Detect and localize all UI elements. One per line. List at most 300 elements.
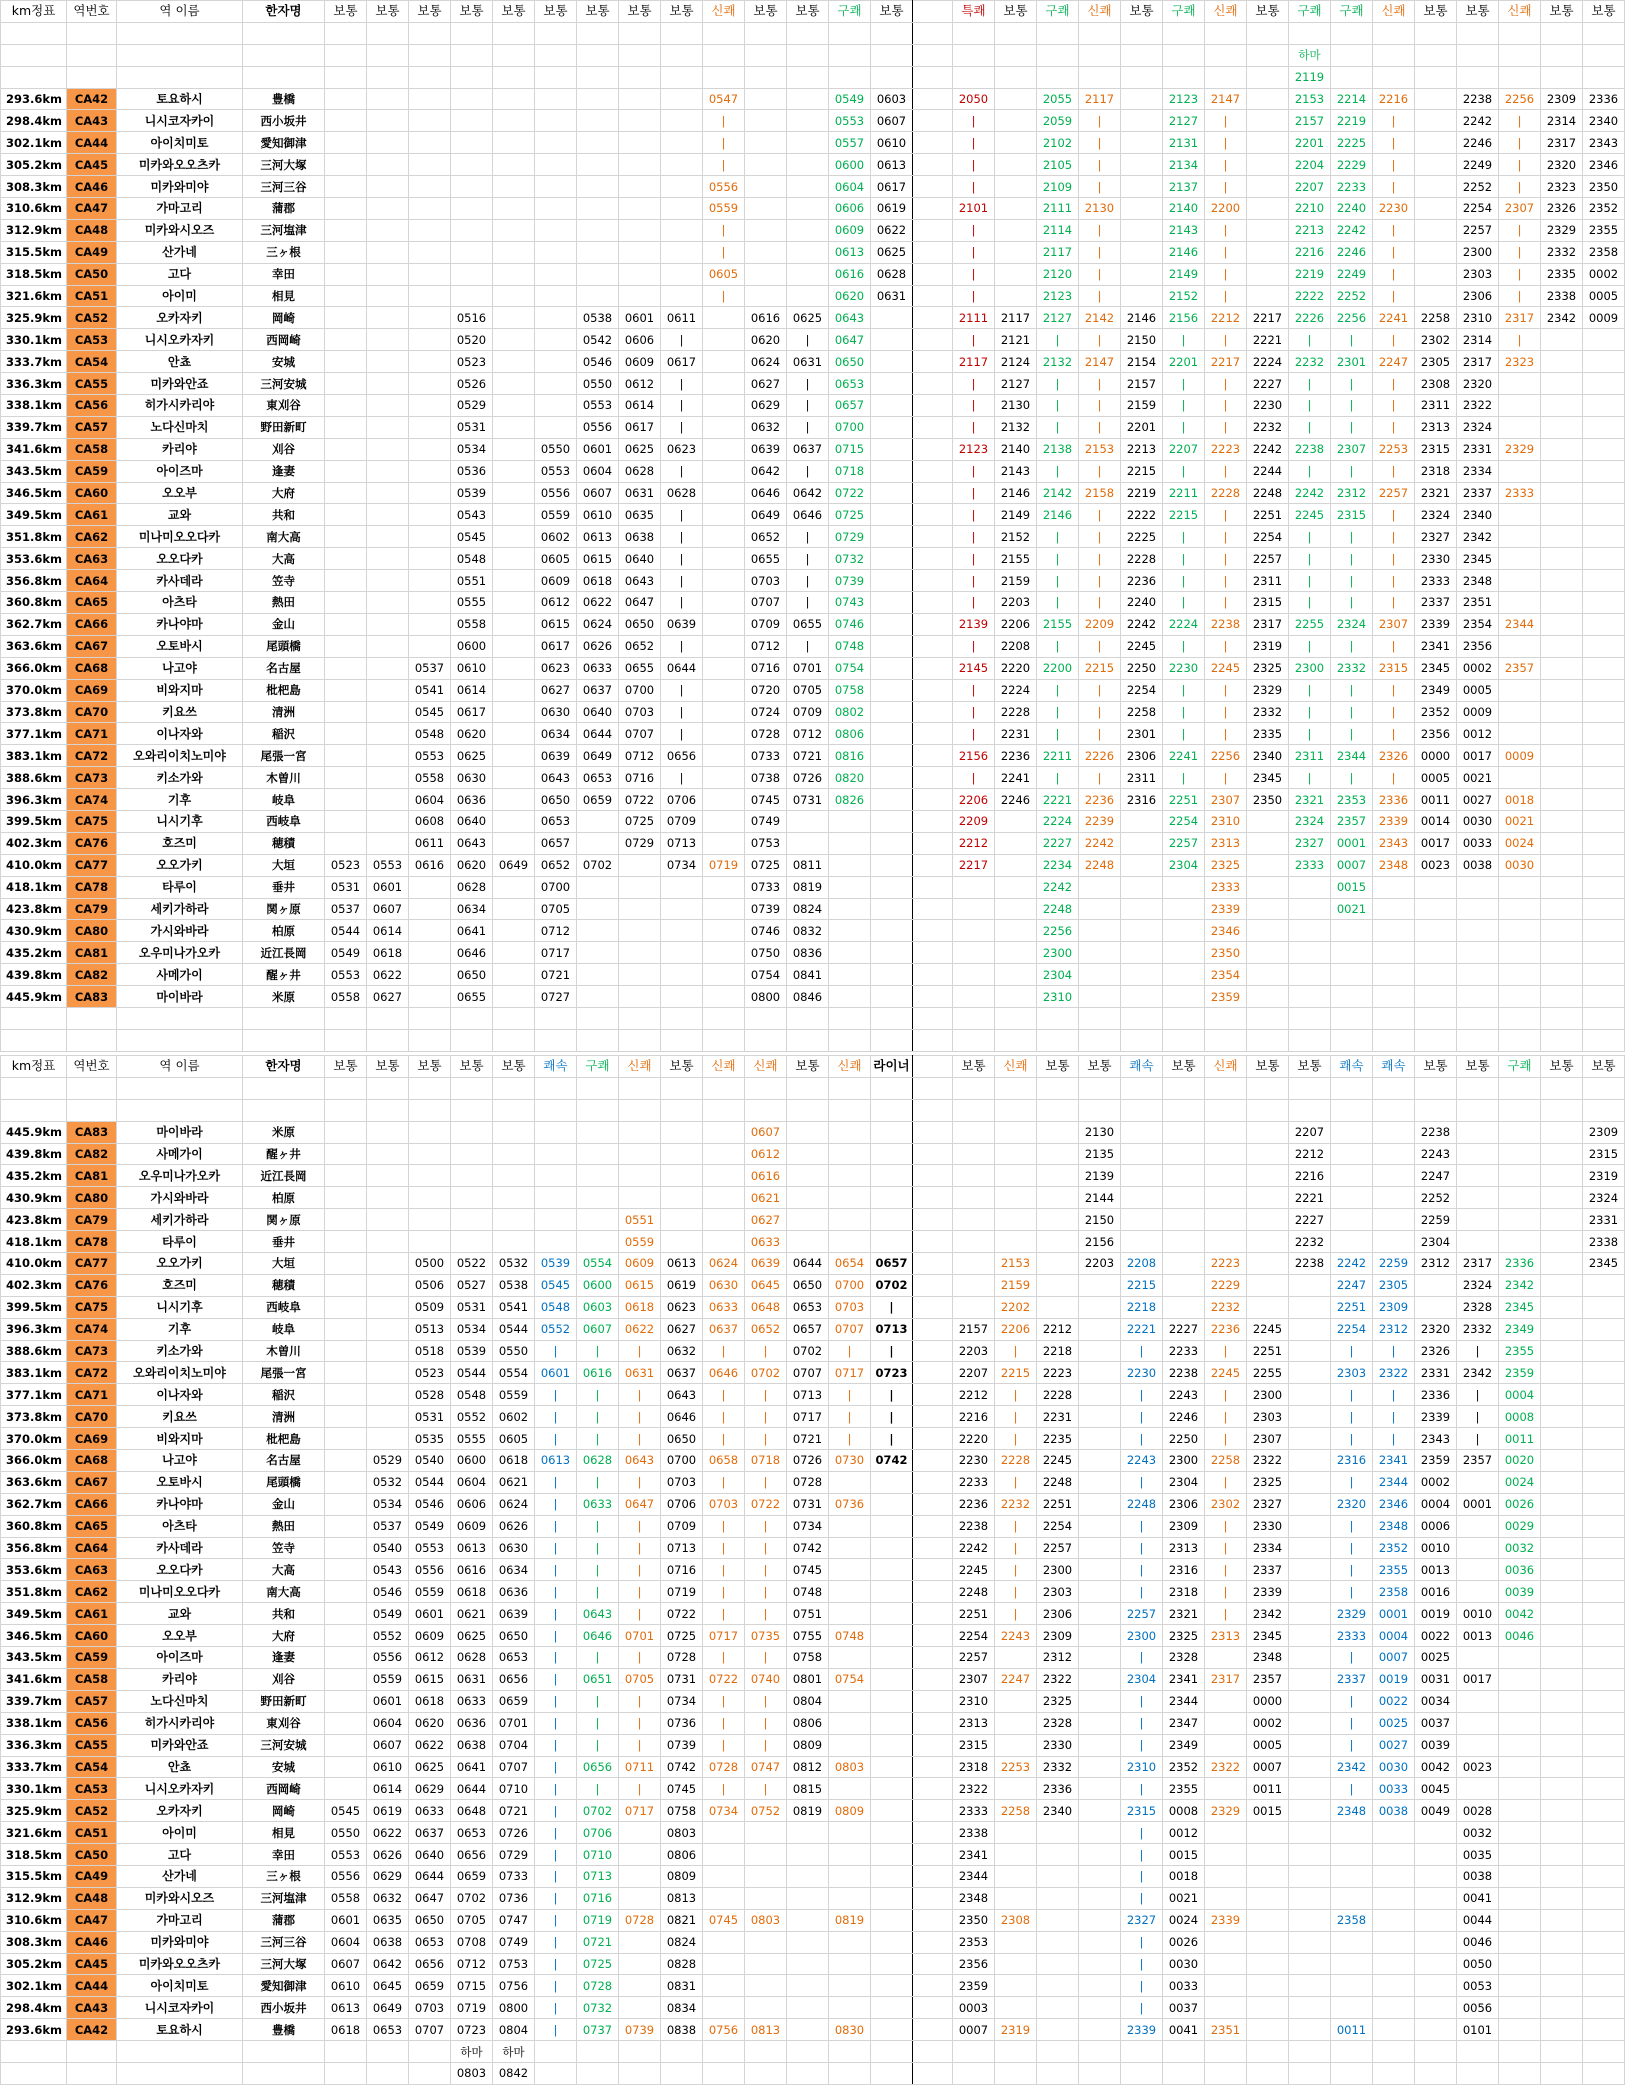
departure-time: | (953, 767, 995, 789)
pre-row-time (493, 44, 535, 66)
train-type-header: 보통 (1457, 1, 1499, 23)
departure-time: 0033 (1373, 1778, 1415, 1800)
station-number: CA76 (67, 832, 117, 854)
departure-time: | (1457, 1340, 1499, 1362)
departure-time: 0652 (535, 854, 577, 876)
departure-time (787, 88, 829, 110)
departure-time: 2153 (995, 1253, 1037, 1275)
departure-time (745, 263, 787, 285)
column-gap (913, 2062, 953, 2084)
departure-time (1415, 1844, 1457, 1866)
post-row-time (1583, 2062, 1625, 2084)
departure-time (871, 1647, 913, 1669)
departure-time: 0548 (535, 1296, 577, 1318)
departure-time (1541, 1822, 1583, 1844)
departure-time: | (661, 592, 703, 614)
departure-time: 2312 (1037, 1647, 1079, 1669)
departure-time: 0642 (745, 460, 787, 482)
station-row (1, 395, 1625, 417)
departure-time: 2140 (1163, 198, 1205, 220)
departure-time: | (1205, 263, 1247, 285)
station-name: 히가시카리야 (117, 1712, 243, 1734)
post-row-time (1079, 2062, 1121, 2084)
departure-time: 0552 (451, 1406, 493, 1428)
station-name: 호즈미 (117, 832, 243, 854)
departure-time: 0534 (451, 1318, 493, 1340)
departure-time: 0709 (745, 613, 787, 635)
departure-time: 0656 (451, 1844, 493, 1866)
departure-time (1247, 1931, 1289, 1953)
departure-time (703, 460, 745, 482)
departure-time: | (1373, 132, 1415, 154)
departure-time: 0658 (703, 1450, 745, 1472)
km-marker: 305.2km (1, 154, 67, 176)
pre-row-time (953, 22, 995, 44)
km-marker: 312.9km (1, 219, 67, 241)
departure-time: | (1289, 592, 1331, 614)
departure-time: 0631 (619, 482, 661, 504)
departure-time (325, 132, 367, 154)
departure-time (703, 1187, 745, 1209)
pre-row-time (1205, 66, 1247, 88)
departure-time: 0616 (745, 307, 787, 329)
departure-time (871, 460, 913, 482)
departure-time: 0603 (871, 88, 913, 110)
departure-time (871, 1231, 913, 1253)
pre-row-time (1331, 1077, 1373, 1099)
pre-row-time (1457, 66, 1499, 88)
departure-time: 0035 (1457, 1844, 1499, 1866)
departure-time (1289, 1471, 1331, 1493)
departure-time: 2256 (1205, 745, 1247, 767)
departure-time: | (1205, 1559, 1247, 1581)
departure-time (577, 263, 619, 285)
departure-time (325, 482, 367, 504)
departure-time (1037, 1274, 1079, 1296)
departure-time (577, 1209, 619, 1231)
departure-time (1499, 1909, 1541, 1931)
station-kanji: 熱田 (243, 1515, 325, 1537)
departure-time: 0650 (787, 1274, 829, 1296)
departure-time: 0026 (1499, 1493, 1541, 1515)
departure-time: | (953, 154, 995, 176)
station-number: CA71 (67, 1384, 117, 1406)
departure-time (1541, 373, 1583, 395)
departure-time: 0824 (787, 898, 829, 920)
departure-time (493, 920, 535, 942)
post-row-time (1163, 1007, 1205, 1029)
departure-time (829, 1165, 871, 1187)
departure-time (619, 1931, 661, 1953)
departure-time: 2243 (1121, 1450, 1163, 1472)
departure-time: | (829, 1340, 871, 1362)
departure-time: 0626 (367, 1844, 409, 1866)
pre-row-time (409, 44, 451, 66)
departure-time: 2224 (1037, 810, 1079, 832)
departure-time (1121, 810, 1163, 832)
departure-time: 2143 (1163, 219, 1205, 241)
departure-time (493, 1121, 535, 1143)
departure-time (325, 110, 367, 132)
departure-time (409, 373, 451, 395)
departure-time: 0550 (493, 1340, 535, 1362)
column-gap (913, 1209, 953, 1231)
departure-time: 2248 (1037, 1471, 1079, 1493)
departure-time (995, 1734, 1037, 1756)
station-row (1, 351, 1625, 373)
station-kanji: 米原 (243, 986, 325, 1008)
departure-time (1289, 1384, 1331, 1406)
departure-time (829, 1778, 871, 1800)
departure-time (409, 132, 451, 154)
departure-time (703, 789, 745, 811)
departure-time (409, 176, 451, 198)
departure-time (577, 832, 619, 854)
departure-time: 0648 (451, 1800, 493, 1822)
column-gap (913, 767, 953, 789)
departure-time: 2332 (1331, 657, 1373, 679)
departure-time: 2214 (1331, 88, 1373, 110)
departure-time (535, 1187, 577, 1209)
departure-time: 0725 (661, 1625, 703, 1647)
column-gap (913, 1625, 953, 1647)
station-number: CA60 (67, 1625, 117, 1647)
departure-time (787, 1844, 829, 1866)
pre-row-time (1583, 1077, 1625, 1099)
departure-time: 0717 (535, 942, 577, 964)
station-row (1, 1559, 1625, 1581)
departure-time (367, 1231, 409, 1253)
km-marker: 343.5km (1, 460, 67, 482)
departure-time: 2309 (1163, 1515, 1205, 1537)
pre-row-time (535, 22, 577, 44)
departure-time (1499, 723, 1541, 745)
pre-row-time (1121, 66, 1163, 88)
departure-time (1247, 132, 1289, 154)
departure-time: 2332 (1247, 701, 1289, 723)
departure-time: | (1289, 767, 1331, 789)
departure-time: 2300 (1163, 1450, 1205, 1472)
departure-time (829, 942, 871, 964)
departure-time: 0009 (1499, 745, 1541, 767)
departure-time (1541, 1384, 1583, 1406)
train-type-header: 보통 (409, 1056, 451, 1078)
departure-time (619, 88, 661, 110)
departure-time: 2331 (1415, 1362, 1457, 1384)
departure-time: | (1331, 1537, 1373, 1559)
station-row (1, 1997, 1625, 2019)
departure-time: | (1163, 592, 1205, 614)
departure-time (1583, 395, 1625, 417)
departure-time: 0740 (745, 1668, 787, 1690)
station-name: 이나자와 (117, 1384, 243, 1406)
post-row-time (953, 2062, 995, 2084)
departure-time (871, 592, 913, 614)
departure-time (995, 198, 1037, 220)
pre-row-time (1415, 22, 1457, 44)
station-number: CA58 (67, 438, 117, 460)
departure-time: 2109 (1037, 176, 1079, 198)
departure-time: | (1079, 176, 1121, 198)
departure-time (1583, 723, 1625, 745)
post-row-time (1163, 1029, 1205, 1051)
departure-time (493, 526, 535, 548)
pre-row-time (1415, 1099, 1457, 1121)
departure-time: 0656 (409, 1953, 451, 1975)
departure-time: 0702 (745, 1362, 787, 1384)
departure-time (493, 460, 535, 482)
post-row-time (787, 2041, 829, 2063)
departure-time (1079, 876, 1121, 898)
departure-time: 2344 (1373, 1471, 1415, 1493)
departure-time (871, 1515, 913, 1537)
departure-time (1079, 1515, 1121, 1537)
departure-time (1247, 854, 1289, 876)
column-gap (913, 723, 953, 745)
departure-time: 2221 (1121, 1318, 1163, 1340)
pre-row-time (493, 66, 535, 88)
post-row-time (577, 1029, 619, 1051)
departure-time: 2059 (1037, 110, 1079, 132)
departure-time (1415, 1997, 1457, 2019)
departure-time: | (745, 1471, 787, 1493)
departure-time (1457, 1209, 1499, 1231)
departure-time: 0628 (619, 460, 661, 482)
departure-time: | (703, 1603, 745, 1625)
column-gap (913, 88, 953, 110)
pre-row-time (1373, 22, 1415, 44)
departure-time: 2309 (1583, 1121, 1625, 1143)
station-row (1, 1975, 1625, 1997)
departure-time: 2134 (1163, 154, 1205, 176)
departure-time: 2155 (995, 548, 1037, 570)
blank-cell (243, 2062, 325, 2084)
departure-time: 0655 (787, 613, 829, 635)
departure-time: | (787, 416, 829, 438)
pre-row-time (1163, 22, 1205, 44)
departure-time: | (1331, 635, 1373, 657)
departure-time: | (1079, 219, 1121, 241)
departure-time (1415, 2019, 1457, 2041)
departure-time: 2137 (1163, 176, 1205, 198)
departure-time: 0734 (703, 1800, 745, 1822)
departure-time: 0623 (661, 1296, 703, 1318)
departure-time: 0832 (787, 920, 829, 942)
departure-time (703, 898, 745, 920)
departure-time (1583, 351, 1625, 373)
departure-time: | (953, 482, 995, 504)
station-kanji: 木曽川 (243, 1340, 325, 1362)
departure-time: 0702 (787, 1340, 829, 1362)
departure-time (325, 1187, 367, 1209)
departure-time (1415, 110, 1457, 132)
departure-time: 0722 (829, 482, 871, 504)
pre-row-time (1499, 22, 1541, 44)
departure-time (1583, 1450, 1625, 1472)
departure-time: | (1205, 1384, 1247, 1406)
station-kanji: 近江長岡 (243, 942, 325, 964)
departure-time: 0539 (451, 482, 493, 504)
departure-time (1583, 1493, 1625, 1515)
post-row-time (829, 1007, 871, 1029)
departure-time: 0638 (619, 526, 661, 548)
departure-time (1247, 832, 1289, 854)
departure-time: 0007 (1247, 1756, 1289, 1778)
km-marker: 341.6km (1, 438, 67, 460)
train-type-header: 보통 (661, 1056, 703, 1078)
departure-time: | (1205, 1515, 1247, 1537)
departure-time (1037, 1865, 1079, 1887)
departure-time: 0650 (661, 1428, 703, 1450)
station-row (1, 1931, 1625, 1953)
station-row (1, 1253, 1625, 1275)
departure-time (535, 395, 577, 417)
departure-time (871, 854, 913, 876)
departure-time (1037, 2019, 1079, 2041)
departure-time (1541, 548, 1583, 570)
departure-time: 0809 (661, 1865, 703, 1887)
departure-time: 2256 (1037, 920, 1079, 942)
departure-time (325, 416, 367, 438)
departure-time: 2333 (1415, 570, 1457, 592)
departure-time: 2248 (1079, 854, 1121, 876)
departure-time: 0604 (367, 1712, 409, 1734)
departure-time: 0553 (577, 395, 619, 417)
departure-time: 2330 (1037, 1734, 1079, 1756)
departure-time: 2349 (1415, 679, 1457, 701)
train-type-header: 쾌속 (1373, 1056, 1415, 1078)
station-kanji: 大垣 (243, 1253, 325, 1275)
departure-time (367, 701, 409, 723)
departure-time (1289, 898, 1331, 920)
station-row (1, 1690, 1625, 1712)
departure-time: | (535, 1997, 577, 2019)
departure-time (325, 723, 367, 745)
column-gap (913, 132, 953, 154)
departure-time (1415, 1822, 1457, 1844)
departure-time: 0546 (409, 1493, 451, 1515)
post-row-time (1499, 2041, 1541, 2063)
departure-time (1541, 1625, 1583, 1647)
departure-time: | (1373, 1340, 1415, 1362)
departure-time: 2230 (1121, 1362, 1163, 1384)
departure-time: 0656 (493, 1668, 535, 1690)
departure-time: 2327 (1121, 1909, 1163, 1931)
departure-time: 0018 (1499, 789, 1541, 811)
departure-time (619, 1975, 661, 1997)
departure-time (493, 701, 535, 723)
pre-row-time (1121, 1077, 1163, 1099)
departure-time (493, 176, 535, 198)
station-name: 미카와미야 (117, 176, 243, 198)
departure-time: 0703 (661, 1471, 703, 1493)
departure-time: 0541 (409, 679, 451, 701)
departure-time (493, 132, 535, 154)
station-name: 가시와바라 (117, 1187, 243, 1209)
departure-time (1247, 241, 1289, 263)
departure-time (1331, 986, 1373, 1008)
station-number: CA47 (67, 1909, 117, 1931)
km-marker: 396.3km (1, 1318, 67, 1340)
station-name: 카사데라 (117, 1537, 243, 1559)
departure-time: 2359 (953, 1975, 995, 1997)
departure-time: 2325 (1247, 657, 1289, 679)
departure-time: 2322 (1205, 1756, 1247, 1778)
departure-time (1499, 1231, 1541, 1253)
departure-time (1121, 154, 1163, 176)
departure-time: | (1331, 1384, 1373, 1406)
departure-time: 0619 (871, 198, 913, 220)
post-row-time (1373, 1029, 1415, 1051)
departure-time: 2254 (1163, 810, 1205, 832)
pre-row-time (1583, 1099, 1625, 1121)
station-name: 미카와오오츠카 (117, 1953, 243, 1975)
km-marker: 435.2km (1, 942, 67, 964)
departure-time: 0621 (451, 1603, 493, 1625)
departure-time: | (745, 1603, 787, 1625)
departure-time: 0650 (619, 613, 661, 635)
departure-time: | (1037, 416, 1079, 438)
departure-time (367, 88, 409, 110)
train-type-header: 보통 (451, 1056, 493, 1078)
column-gap (913, 1909, 953, 1931)
departure-time: 0640 (619, 548, 661, 570)
train-type-header: 보통 (367, 1056, 409, 1078)
departure-time (871, 1975, 913, 1997)
departure-time: 0636 (451, 1712, 493, 1734)
departure-time (1541, 1187, 1583, 1209)
departure-time: 0601 (619, 307, 661, 329)
departure-time: 2158 (1079, 482, 1121, 504)
post-row-time (409, 1007, 451, 1029)
departure-time (493, 745, 535, 767)
column-gap (913, 920, 953, 942)
station-row (1, 132, 1625, 154)
departure-time (325, 548, 367, 570)
post-row-time (1289, 2041, 1331, 2063)
departure-time: 2238 (1415, 1121, 1457, 1143)
departure-time: 2306 (1163, 1493, 1205, 1515)
departure-time (451, 1187, 493, 1209)
departure-time (1121, 1143, 1163, 1165)
post-row-time (1121, 2041, 1163, 2063)
departure-time (1289, 1493, 1331, 1515)
station-row (1, 482, 1625, 504)
station-name: 안쵸 (117, 351, 243, 373)
departure-time (493, 789, 535, 811)
station-kanji: 笠寺 (243, 570, 325, 592)
departure-time (1583, 1887, 1625, 1909)
departure-time: 0713 (661, 832, 703, 854)
departure-time (1499, 1647, 1541, 1669)
departure-time: 2251 (1247, 1340, 1289, 1362)
departure-time: 0010 (1457, 1603, 1499, 1625)
station-row (1, 1778, 1625, 1800)
departure-time: 0625 (787, 307, 829, 329)
km-marker: 430.9km (1, 920, 67, 942)
departure-time: 0631 (619, 1362, 661, 1384)
departure-time (995, 1231, 1037, 1253)
departure-time: 0037 (1163, 1997, 1205, 2019)
departure-time: 2341 (953, 1844, 995, 1866)
departure-time: | (535, 1471, 577, 1493)
departure-time: 0632 (661, 1340, 703, 1362)
post-row-time (619, 1029, 661, 1051)
column-gap (913, 154, 953, 176)
departure-time: | (535, 1428, 577, 1450)
departure-time: 2117 (1079, 88, 1121, 110)
departure-time: 0700 (829, 416, 871, 438)
